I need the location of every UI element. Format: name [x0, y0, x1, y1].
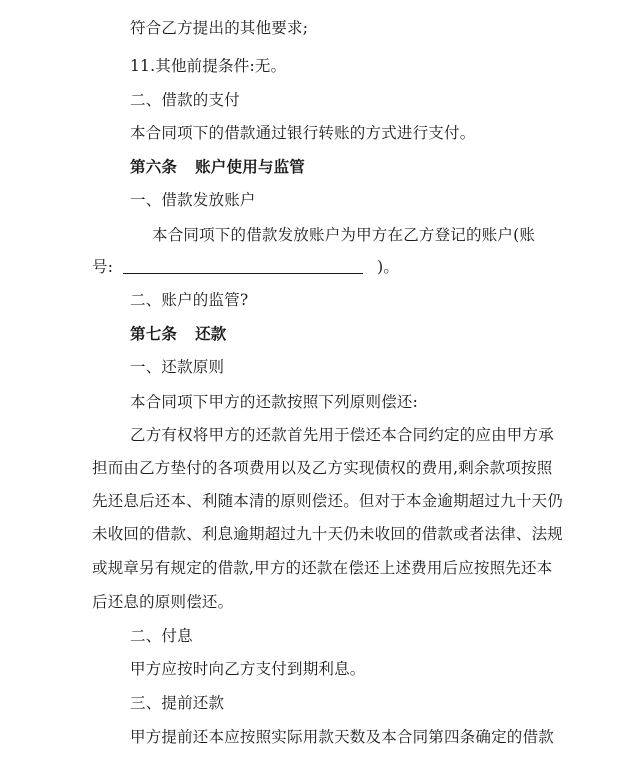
section-heading: 二、账户的监管? [130, 291, 249, 309]
account-number-line [92, 257, 399, 277]
text-line: 本合同项下的借款发放账户为甲方在乙方登记的账户(账 [152, 226, 536, 244]
account-number-blank[interactable] [123, 259, 363, 274]
text-line: 本合同项下甲方的还款按照下列原则偿还: [130, 393, 419, 411]
article-title: 账户使用与监管 [195, 157, 306, 176]
section-heading: 一、借款发放账户 [130, 191, 256, 209]
text-line: 甲方提前还本应按照实际用款天数及本合同第四条确定的借款 [130, 728, 554, 746]
text-line: 乙方有权将甲方的还款首先用于偿还本合同约定的应由甲方承 [130, 426, 554, 444]
account-close: )。 [377, 258, 400, 276]
article-heading [130, 324, 227, 344]
text-line: 甲方应按时向乙方支付到期利息。 [130, 660, 366, 678]
article-number: 第七条 [130, 324, 178, 343]
text-line: 担而由乙方垫付的各项费用以及乙方实现债权的费用,剩余款项按照 [92, 459, 553, 477]
article-heading [130, 157, 305, 177]
text-line: 先还息后还本、利随本清的原则偿还。但对于本金逾期超过九十天仍 [92, 492, 564, 510]
section-heading: 二、付息 [130, 627, 193, 645]
article-number: 第六条 [130, 157, 178, 176]
text-line: 本合同项下的借款通过银行转账的方式进行支付。 [130, 124, 476, 142]
text-line: 11.其他前提条件:无。 [130, 57, 287, 75]
text-line: 符合乙方提出的其他要求; [130, 19, 309, 37]
article-title: 还款 [195, 324, 227, 343]
section-heading: 三、提前还款 [130, 694, 225, 712]
section-heading: 一、还款原则 [130, 358, 225, 376]
text-line: 未收回的借款、利息逾期超过九十天仍未收回的借款或者法律、法规 [92, 525, 564, 543]
text-line: 或规章另有规定的借款,甲方的还款在偿还上述费用后应按照先还本 [92, 559, 553, 577]
text-line: 后还息的原则偿还。 [92, 593, 234, 611]
account-label: 号: [92, 258, 114, 276]
section-heading: 二、借款的支付 [130, 91, 240, 109]
